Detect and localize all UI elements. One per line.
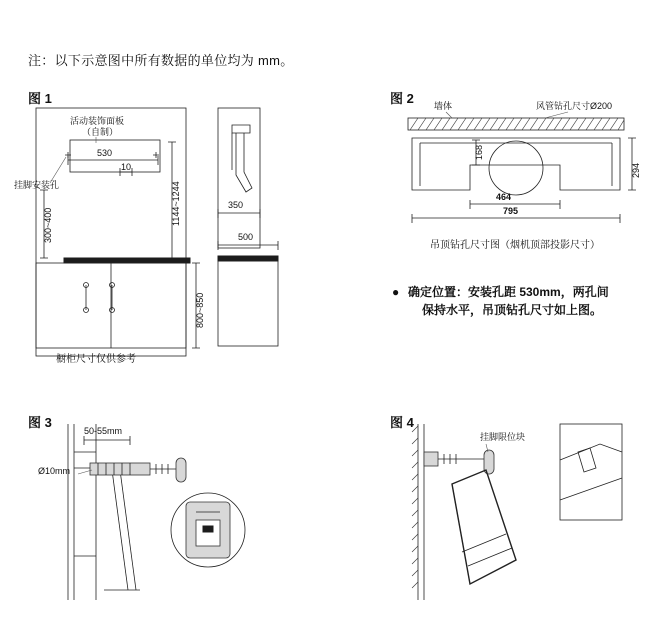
fig1-caption: 橱柜尺寸仅供参考 — [56, 354, 136, 365]
fig1-hook-hole-label: 挂脚安装孔 — [14, 180, 60, 190]
fig3-dim-50-55: 50-55mm — [84, 426, 123, 436]
fig1-dim-1144-1244: 1144~1244 — [171, 181, 181, 226]
fig2-dim-795: 795 — [503, 206, 519, 216]
bullet-note-line2: 保持水平，吊顶钻孔尺寸如上图。 — [422, 303, 603, 317]
figure-3-label: 图 3 — [28, 415, 52, 430]
fig2-duct-hole-label: 风管钻孔尺寸Ø200 — [536, 101, 613, 111]
fig2-caption: 吊顶钻孔尺寸图（烟机顶部投影尺寸） — [430, 240, 600, 251]
unit-note: 注：以下示意图中所有数据的单位均为 mm。 — [28, 53, 294, 68]
fig1-dim-500: 500 — [238, 232, 254, 242]
fig1-dim-350: 350 — [228, 200, 244, 210]
fig1-dim-300-400: 300~400 — [43, 207, 53, 243]
fig2-wall-label: 墙体 — [434, 101, 453, 111]
figure-1-label: 图 1 — [28, 91, 52, 106]
fig4-stopper-label: 挂脚限位块 — [480, 432, 526, 442]
fig1-dim-800-850: 800~850 — [195, 292, 205, 328]
fig1-dim-530: 530 — [97, 148, 113, 158]
figure-2-label: 图 2 — [390, 91, 414, 106]
figure-4-label: 图 4 — [390, 415, 414, 430]
fig3-dim-d10: Ø10mm — [38, 466, 71, 476]
bullet-marker: ● — [392, 285, 400, 299]
fig1-panel-label-line2: （自制） — [82, 127, 119, 137]
fig1-panel-label-line1: 活动装饰面板 — [70, 116, 125, 126]
bullet-note-line1: 确定位置：安装孔距 530mm，两孔间 — [408, 285, 609, 299]
fig1-dim-10: 10 — [121, 162, 132, 172]
fig2-dim-168: 168 — [474, 144, 484, 160]
fig2-dim-294: 294 — [631, 162, 641, 178]
fig2-dim-464: 464 — [496, 192, 512, 202]
